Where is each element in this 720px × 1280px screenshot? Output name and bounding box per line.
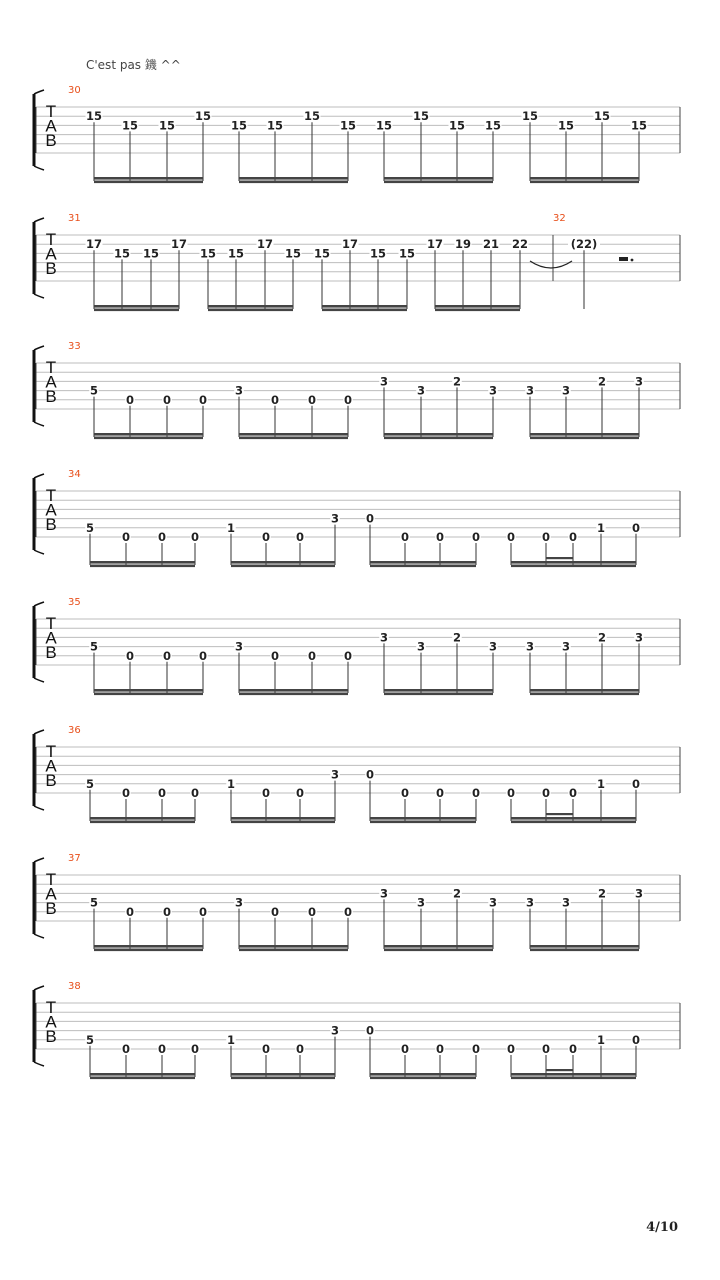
tab-clef-letter: T <box>45 230 57 249</box>
beam-primary <box>511 561 636 564</box>
fret-number: 0 <box>261 786 271 800</box>
measure-number: 35 <box>68 597 81 608</box>
fret-number: 17 <box>85 237 103 252</box>
measure-number: 38 <box>68 981 81 992</box>
fret-number: 0 <box>471 530 481 544</box>
beam-tertiary <box>546 1069 573 1071</box>
fret-number: 0 <box>471 786 481 800</box>
fret-number: 0 <box>121 530 131 544</box>
fret-number: 0 <box>471 1042 481 1056</box>
tab-clef-letter: B <box>45 259 57 278</box>
beam-secondary <box>239 181 348 184</box>
fret-number: 3 <box>488 383 498 398</box>
measure-number: 31 <box>68 213 81 224</box>
fret-number: 22 <box>511 237 529 252</box>
fret-number: 15 <box>412 109 430 124</box>
fret-number: 15 <box>398 246 416 261</box>
fret-number: 15 <box>375 118 393 133</box>
fret-number: 15 <box>369 246 387 261</box>
fret-number: 3 <box>634 886 644 901</box>
fret-number: 0 <box>270 904 280 919</box>
fret-number: 3 <box>488 895 498 910</box>
beam-primary <box>511 1073 636 1076</box>
fret-number: 0 <box>270 392 280 407</box>
beam-secondary <box>94 181 203 184</box>
fret-number: 15 <box>158 118 176 133</box>
beam-primary <box>435 305 520 308</box>
fret-number: 5 <box>89 383 99 398</box>
tab-clef-letter: T <box>45 614 57 633</box>
fret-number: 2 <box>597 886 607 901</box>
fret-number: 0 <box>631 776 641 791</box>
fret-number: 0 <box>162 904 172 919</box>
tab-system <box>34 469 680 567</box>
fret-number: 0 <box>541 1042 551 1056</box>
tab-clef-letter: T <box>45 486 57 505</box>
measure-number: 37 <box>68 853 81 864</box>
fret-number: 3 <box>234 383 244 398</box>
tab-system <box>34 597 680 695</box>
tab-clef-letter: B <box>45 1027 57 1046</box>
fret-number: 0 <box>343 392 353 407</box>
beam-primary <box>322 305 407 308</box>
fret-number: 3 <box>330 767 340 782</box>
fret-number: 15 <box>266 118 284 133</box>
fret-number: 3 <box>379 630 389 645</box>
beam-secondary <box>239 693 348 696</box>
fret-number: 0 <box>506 530 516 544</box>
fret-number: 5 <box>85 520 95 535</box>
fret-number: 15 <box>448 118 466 133</box>
measure-number: 33 <box>68 341 81 352</box>
fret-number: 15 <box>339 118 357 133</box>
beam-primary <box>231 1073 335 1076</box>
beam-primary <box>239 945 348 948</box>
beam-secondary <box>384 437 493 440</box>
fret-number: 0 <box>157 1042 167 1056</box>
fret-number: 0 <box>541 786 551 800</box>
beam-primary <box>370 1073 476 1076</box>
beam-primary <box>511 817 636 820</box>
fret-number: 0 <box>307 648 317 663</box>
fret-number: 3 <box>525 639 535 654</box>
fret-number: 0 <box>190 1042 200 1056</box>
tab-clef-letter: B <box>45 771 57 790</box>
beam-secondary <box>239 437 348 440</box>
beam-primary <box>530 945 639 948</box>
tab-system <box>34 725 680 823</box>
fret-number: 2 <box>597 374 607 389</box>
beam-secondary <box>511 821 636 824</box>
tab-system <box>34 341 680 439</box>
fret-number: 1 <box>596 776 606 791</box>
fret-number: 3 <box>634 374 644 389</box>
fret-number: 19 <box>454 237 472 252</box>
fret-number: 0 <box>121 786 131 800</box>
beam-primary <box>94 305 179 308</box>
fret-number: 1 <box>596 520 606 535</box>
tab-clef-letter: T <box>45 998 57 1017</box>
tab-clef-letter: T <box>45 870 57 889</box>
beam-primary <box>370 561 476 564</box>
tab-clef-letter: T <box>45 358 57 377</box>
fret-number: 17 <box>256 237 274 252</box>
fret-number: 3 <box>379 886 389 901</box>
fret-number: 15 <box>85 109 103 124</box>
fret-number: 3 <box>561 383 571 398</box>
fret-number: 15 <box>284 246 302 261</box>
fret-number: 0 <box>190 530 200 544</box>
fret-number: 15 <box>521 109 539 124</box>
fret-number: 0 <box>343 648 353 663</box>
fret-number: 15 <box>121 118 139 133</box>
fret-number: 3 <box>561 639 571 654</box>
fret-number: 3 <box>234 639 244 654</box>
fret-number: 15 <box>484 118 502 133</box>
beam-secondary <box>322 309 407 312</box>
fret-number: 3 <box>330 1023 340 1038</box>
beam-primary <box>239 177 348 180</box>
beam-primary <box>530 689 639 692</box>
beam-secondary <box>384 949 493 952</box>
tab-clef-letter: B <box>45 899 57 918</box>
beam-primary <box>90 817 195 820</box>
beam-tertiary <box>546 557 573 559</box>
fret-number: 3 <box>234 895 244 910</box>
fret-number: 0 <box>568 530 578 544</box>
fret-number: 0 <box>295 786 305 800</box>
fret-number: 3 <box>416 895 426 910</box>
beam-primary <box>384 689 493 692</box>
tab-clef-letter: A <box>45 116 57 136</box>
beam-secondary <box>90 565 195 568</box>
tab-system <box>34 853 680 951</box>
fret-number: 3 <box>416 639 426 654</box>
beam-secondary <box>370 1077 476 1080</box>
fret-number: 5 <box>85 776 95 791</box>
beam-secondary <box>231 1077 335 1080</box>
fret-number: 0 <box>125 904 135 919</box>
fret-number: 15 <box>630 118 648 133</box>
tab-clef-letter: A <box>45 1012 57 1032</box>
beam-tertiary <box>546 813 573 815</box>
fret-number: 3 <box>416 383 426 398</box>
beam-secondary <box>231 821 335 824</box>
fret-number: 0 <box>157 786 167 800</box>
beam-primary <box>94 433 203 436</box>
beam-secondary <box>239 949 348 952</box>
beam-primary <box>208 305 293 308</box>
fret-number: 0 <box>506 1042 516 1056</box>
fret-number: 15 <box>227 246 245 261</box>
fret-number: 0 <box>541 530 551 544</box>
fret-number: 3 <box>525 895 535 910</box>
fret-number: 0 <box>162 392 172 407</box>
half-rest <box>619 257 628 261</box>
tie <box>530 261 572 268</box>
beam-secondary <box>530 949 639 952</box>
fret-number: 17 <box>170 237 188 252</box>
beam-primary <box>530 177 639 180</box>
beam-primary <box>239 689 348 692</box>
beam-secondary <box>435 309 520 312</box>
fret-number: 0 <box>307 392 317 407</box>
beam-primary <box>231 561 335 564</box>
beam-secondary <box>94 309 179 312</box>
fret-number: 2 <box>452 374 462 389</box>
rest-dot <box>631 259 634 262</box>
beam-primary <box>231 817 335 820</box>
fret-number: 15 <box>113 246 131 261</box>
tab-clef-letter: A <box>45 884 57 904</box>
fret-number: 0 <box>157 530 167 544</box>
fret-number: 0 <box>400 530 410 544</box>
fret-number: 0 <box>343 904 353 919</box>
measure-number: 36 <box>68 725 81 736</box>
fret-number: 0 <box>568 786 578 800</box>
tab-clef-letter: B <box>45 387 57 406</box>
fret-number: 15 <box>303 109 321 124</box>
fret-number: 0 <box>435 786 445 800</box>
tab-clef-letter: B <box>45 515 57 534</box>
fret-number: 2 <box>597 630 607 645</box>
tab-system <box>34 85 680 183</box>
beam-secondary <box>384 693 493 696</box>
fret-number: 0 <box>198 648 208 663</box>
beam-primary <box>90 1073 195 1076</box>
fret-number: 5 <box>89 639 99 654</box>
fret-number: 0 <box>270 648 280 663</box>
fret-number: 0 <box>568 1042 578 1056</box>
fret-number: 0 <box>435 1042 445 1056</box>
fret-number: 0 <box>506 786 516 800</box>
fret-number: 0 <box>190 786 200 800</box>
fret-number: 1 <box>226 776 236 791</box>
fret-number: 0 <box>198 904 208 919</box>
fret-number: 0 <box>400 1042 410 1056</box>
beam-primary <box>94 945 203 948</box>
beam-secondary <box>94 949 203 952</box>
beam-primary <box>530 433 639 436</box>
beam-secondary <box>370 821 476 824</box>
tab-clef-letter: T <box>45 742 57 761</box>
beam-secondary <box>208 309 293 312</box>
fret-number: 15 <box>142 246 160 261</box>
fret-number: 3 <box>379 374 389 389</box>
fret-number: 0 <box>631 520 641 535</box>
fret-number: 15 <box>313 246 331 261</box>
fret-number: 0 <box>198 392 208 407</box>
fret-number: (22) <box>570 237 598 252</box>
fret-number: 17 <box>341 237 359 252</box>
fret-number: 0 <box>400 786 410 800</box>
beam-secondary <box>94 693 203 696</box>
fret-number: 15 <box>593 109 611 124</box>
fret-number: 0 <box>261 1042 271 1056</box>
fret-number: 15 <box>557 118 575 133</box>
beam-secondary <box>90 1077 195 1080</box>
measure-number: 32 <box>553 213 566 224</box>
beam-secondary <box>94 437 203 440</box>
fret-number: 3 <box>488 639 498 654</box>
tab-clef-letter: A <box>45 756 57 776</box>
beam-secondary <box>90 821 195 824</box>
beam-secondary <box>370 565 476 568</box>
fret-number: 17 <box>426 237 444 252</box>
fret-number: 0 <box>365 1023 375 1038</box>
tab-system <box>34 981 680 1079</box>
beam-primary <box>90 561 195 564</box>
beam-primary <box>384 177 493 180</box>
tab-clef-letter: T <box>45 102 57 121</box>
beam-secondary <box>231 565 335 568</box>
fret-number: 0 <box>631 1032 641 1047</box>
fret-number: 1 <box>226 520 236 535</box>
fret-number: 2 <box>452 886 462 901</box>
fret-number: 3 <box>634 630 644 645</box>
fret-number: 15 <box>199 246 217 261</box>
tab-clef-letter: A <box>45 500 57 520</box>
fret-number: 0 <box>307 904 317 919</box>
fret-number: 5 <box>85 1032 95 1047</box>
beam-primary <box>239 433 348 436</box>
fret-number: 0 <box>435 530 445 544</box>
fret-number: 15 <box>194 109 212 124</box>
fret-number: 0 <box>365 767 375 782</box>
fret-number: 0 <box>295 1042 305 1056</box>
measure-number: 34 <box>68 469 81 480</box>
beam-secondary <box>530 181 639 184</box>
tab-clef-letter: A <box>45 372 57 392</box>
measure-number: 30 <box>68 85 81 96</box>
beam-primary <box>370 817 476 820</box>
beam-secondary <box>530 693 639 696</box>
fret-number: 0 <box>121 1042 131 1056</box>
fret-number: 0 <box>125 392 135 407</box>
fret-number: 3 <box>525 383 535 398</box>
beam-secondary <box>530 437 639 440</box>
tab-clef-letter: B <box>45 643 57 662</box>
fret-number: 0 <box>162 648 172 663</box>
beam-secondary <box>511 565 636 568</box>
beam-primary <box>94 689 203 692</box>
fret-number: 5 <box>89 895 99 910</box>
fret-number: 3 <box>561 895 571 910</box>
tab-clef-letter: B <box>45 131 57 150</box>
beam-primary <box>384 433 493 436</box>
fret-number: 0 <box>365 511 375 526</box>
beam-secondary <box>511 1077 636 1080</box>
beam-primary <box>94 177 203 180</box>
fret-number: 3 <box>330 511 340 526</box>
fret-number: 21 <box>482 237 500 252</box>
fret-number: 1 <box>596 1032 606 1047</box>
fret-number: 2 <box>452 630 462 645</box>
fret-number: 1 <box>226 1032 236 1047</box>
beam-primary <box>384 945 493 948</box>
tab-clef-letter: A <box>45 628 57 648</box>
tab-clef-letter: A <box>45 244 57 264</box>
tab-system <box>34 213 680 311</box>
fret-number: 0 <box>125 648 135 663</box>
song-header-text: C'est pas 鐖 ^^ <box>86 58 181 72</box>
fret-number: 0 <box>295 530 305 544</box>
page-number: 4/10 <box>646 1220 678 1235</box>
fret-number: 0 <box>261 530 271 544</box>
fret-number: 15 <box>230 118 248 133</box>
beam-secondary <box>384 181 493 184</box>
